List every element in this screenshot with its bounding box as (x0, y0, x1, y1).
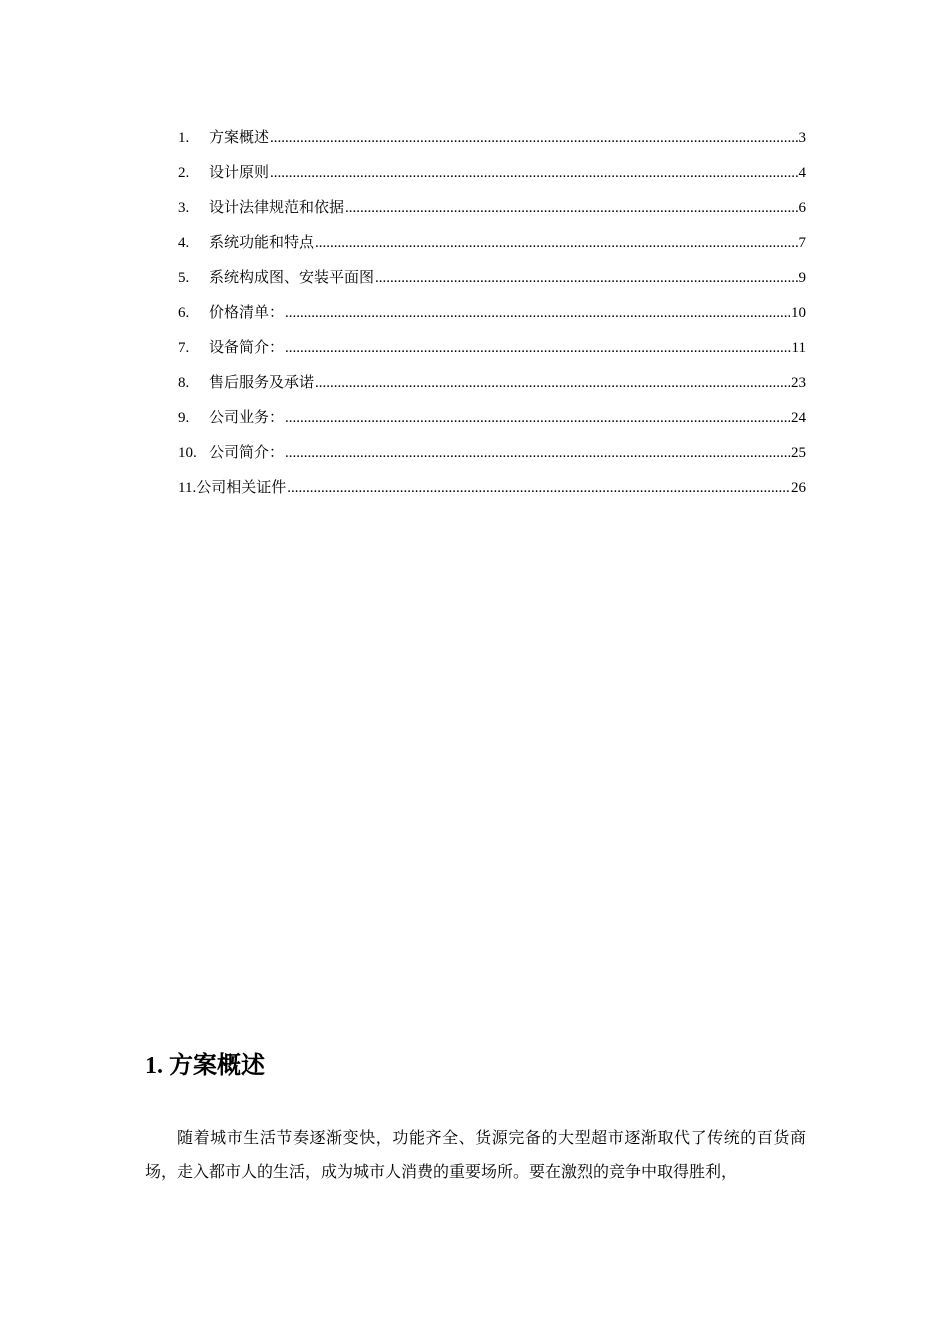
toc-leader-dots (287, 474, 790, 502)
toc-leader-dots (270, 159, 797, 187)
toc-leader-dots (375, 264, 797, 292)
body-paragraph: 随着城市生活节奏逐渐变快，功能齐全、货源完备的大型超市逐渐取代了传统的百货商场，走入都市人的生活，成为城市人消费的重要场所。要在激烈的竞争中取得胜利， (145, 1130, 806, 1181)
toc-entry[interactable] (178, 194, 806, 229)
toc-entry[interactable] (178, 159, 806, 194)
toc-page-number: 9 (798, 270, 806, 286)
toc-number: 8. (178, 375, 190, 391)
toc-entry[interactable] (178, 439, 806, 474)
toc-title: 系统构成图、安装平面图 (209, 270, 375, 286)
toc-title: 售后服务及承诺 (209, 375, 315, 391)
toc-entry[interactable] (178, 369, 806, 404)
toc-page-number: 24 (791, 410, 806, 426)
toc-title: 设计原则 (209, 165, 270, 181)
toc-number: 3. (178, 200, 190, 216)
toc-number: 6. (178, 305, 190, 321)
toc-number: 9. (178, 410, 190, 426)
toc-entry[interactable] (178, 334, 806, 369)
toc-number: 5. (178, 270, 190, 286)
toc-entry[interactable] (178, 404, 806, 439)
toc-number: 1. (178, 130, 190, 146)
toc-number: 11. (178, 480, 197, 496)
toc-title: 设计法律规范和依据 (209, 200, 345, 216)
toc-entry[interactable] (178, 264, 806, 299)
toc-entry[interactable] (178, 299, 806, 334)
toc-entry[interactable] (178, 229, 806, 264)
toc-entry[interactable] (178, 124, 806, 159)
toc-page-number: 4 (798, 165, 806, 181)
toc-title: 设备简介： (209, 340, 285, 356)
toc-title: 系统功能和特点 (209, 235, 315, 251)
toc-leader-dots (285, 404, 790, 432)
table-of-contents (178, 124, 806, 509)
toc-leader-dots (285, 334, 791, 362)
toc-leader-dots (315, 229, 797, 257)
toc-number: 10. (178, 445, 197, 461)
toc-title: 公司相关证件 (196, 480, 287, 496)
toc-leader-dots (345, 194, 797, 222)
toc-number: 7. (178, 340, 190, 356)
toc-page-number: 7 (798, 235, 806, 251)
toc-number: 4. (178, 235, 190, 251)
toc-leader-dots (315, 369, 790, 397)
toc-title: 公司简介： (209, 445, 285, 461)
toc-page-number: 6 (798, 200, 806, 216)
toc-page-number: 23 (791, 375, 806, 391)
toc-page-number: 25 (791, 445, 806, 461)
toc-page-number: 10 (791, 305, 806, 321)
toc-page-number: 11 (791, 340, 806, 356)
toc-leader-dots (270, 124, 797, 152)
toc-page-number: 26 (791, 480, 806, 496)
section-heading: 1. 方案概述 (145, 1053, 265, 1079)
toc-title: 公司业务： (209, 410, 285, 426)
toc-page-number: 3 (798, 130, 806, 146)
toc-entry[interactable] (178, 474, 806, 509)
toc-number: 2. (178, 165, 190, 181)
toc-leader-dots (285, 439, 790, 467)
toc-title: 价格清单： (209, 305, 285, 321)
toc-title: 方案概述 (209, 130, 270, 146)
toc-leader-dots (285, 299, 790, 327)
